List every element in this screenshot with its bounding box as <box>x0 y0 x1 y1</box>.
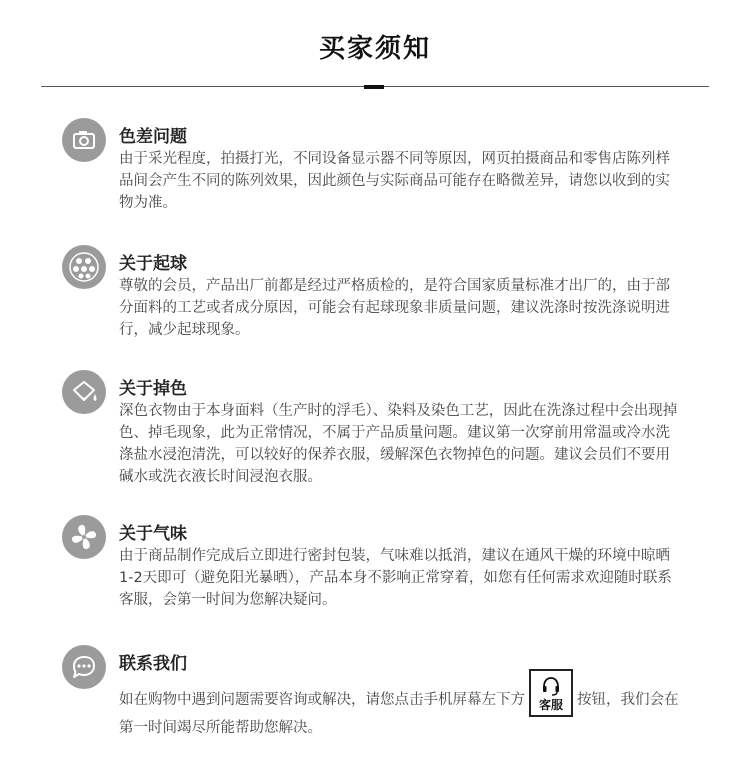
fan-icon <box>62 515 106 559</box>
section-body: 由于采光程度，拍摄打光，不同设备显示器不同等原因，网页拍摄商品和零售店陈列样品间会产生不同的陈列效果，因此颜色与实际商品可能存在略微差异，请您以收到的实物为准。 <box>119 151 670 211</box>
customer-service-button[interactable] <box>529 669 573 717</box>
section-body: 深色衣物由于本身面料（生产时的浮毛）、染料及染色工艺，因此在洗涤过程中会出现掉色、掉毛现象，此为正常情况，不属于产品质量问题。建议第一次穿前用常温或冷水洗涤盐水浸泡清洗，可以较好的保养衣服，缓解深色衣物掉色的问题。建议会员们不要用碱水或洗衣液长时间浸泡衣服。 <box>119 403 678 485</box>
contact-text-after: 按钮，我们会在第一时间竭尽所能帮助您解决。 <box>119 692 679 736</box>
section-body: 由于商品制作完成后立即进行密封包装，气味难以抵消，建议在通风干燥的环境中晾晒1-2天即可（避免阳光暴晒），产品本身不影响正常穿着，如您有任何需求欢迎随时联系客服，会第一时间为您解决疑问。 <box>119 548 672 608</box>
section-heading: 关于气味 <box>119 524 187 544</box>
section-heading: 色差问题 <box>119 127 187 147</box>
chat-bubble-icon <box>62 645 106 689</box>
page-title: 买家须知 <box>318 34 431 64</box>
customer-service-label: 客服 <box>538 698 563 712</box>
section-heading: 联系我们 <box>119 654 187 674</box>
section-heading: 关于掉色 <box>119 379 187 399</box>
camera-icon <box>62 118 106 162</box>
paint-bucket-icon <box>62 370 106 414</box>
section-body: 尊敬的会员，产品出厂前都是经过严格质检的，是符合国家质量标准才出厂的，由于部分面料的工艺或者成分原因，可能会有起球现象非质量问题，建议洗涤时按洗涤说明进行，减少起球现象。 <box>119 278 670 338</box>
contact-text-before: 如在购物中遇到问题需要咨询或解决，请您点击手机屏幕左下方 <box>119 692 525 708</box>
title-divider-mark <box>364 85 384 89</box>
pilling-dots-icon <box>62 245 106 289</box>
headset-icon <box>539 674 563 698</box>
section-heading: 关于起球 <box>119 254 187 274</box>
section-body <box>119 683 679 739</box>
